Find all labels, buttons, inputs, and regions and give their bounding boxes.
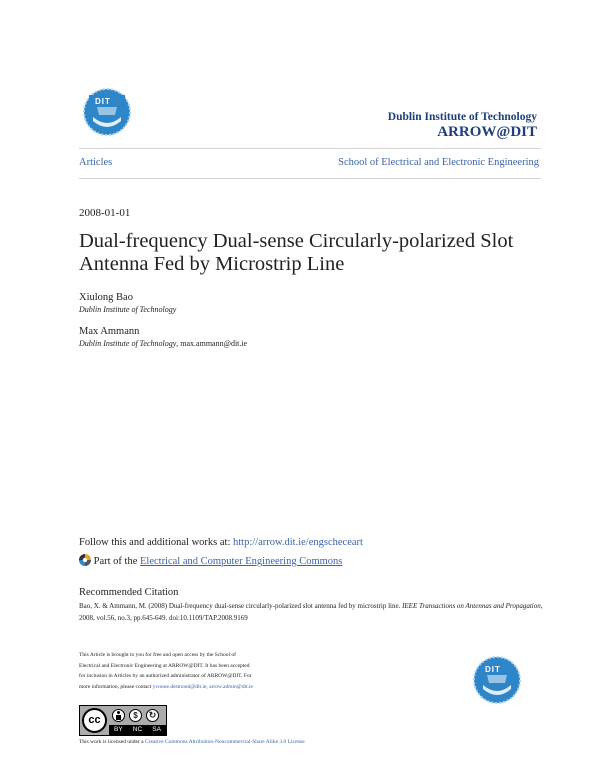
- citation-journal: IEEE Transactions on Antennas and Propagation: [402, 602, 541, 610]
- license-intro: [79, 650, 254, 692]
- license-statement: [79, 737, 309, 747]
- license-statement-label: This work is licensed under a: [79, 739, 144, 745]
- author-block-1: [79, 292, 176, 314]
- by-icon: [112, 709, 125, 722]
- author-email[interactable]: , max.ammann@dit.ie: [176, 339, 248, 348]
- author-name: Xiulong Bao: [79, 292, 133, 303]
- author-affiliation: [79, 339, 247, 348]
- author-affiliation: [79, 305, 176, 314]
- follow-label: Follow this and additional works at:: [79, 537, 231, 548]
- contact-emails-link[interactable]: yvonne.desmond@dit.ie, arrow.admin@dit.ie: [152, 683, 253, 690]
- dit-logo-bottom: [469, 653, 526, 705]
- badge-labels: [109, 725, 166, 735]
- author-block-2: [79, 326, 247, 348]
- paper-title: Dual-frequency Dual-sense Circularly-polarized Slot Antenna Fed by Microstrip Line: [79, 230, 514, 275]
- badge-nc-label: NC: [132, 726, 143, 733]
- license-link[interactable]: Creative Commons Attribution-Noncommercial-Share Alike 3.0 License: [144, 739, 305, 745]
- citation-heading: Recommended Citation: [79, 587, 179, 598]
- cc-logo-icon: cc: [82, 708, 107, 733]
- dit-logo: [79, 85, 136, 137]
- license-intro-text: This Article is brought to you for free and open access by the School of Electrical and Electronic Engineering at ARROW@DIT. It has been accepted for inclusion in Articles by an authorized administrator of ARROW@DIT. For more information, please contact: [79, 652, 252, 690]
- nc-icon: $: [129, 709, 142, 722]
- citation-text: [79, 601, 549, 624]
- divider-nav: [79, 178, 541, 179]
- badge-by-label: BY: [114, 726, 123, 733]
- dit-logo-graphic: [469, 653, 526, 705]
- school-link[interactable]: School of Electrical and Electronic Engineering: [338, 157, 539, 168]
- follow-url-link[interactable]: http://arrow.dit.ie/engscheceart: [233, 537, 363, 548]
- dit-logo-graphic: [79, 85, 136, 137]
- affiliation-text: Dublin Institute of Technology: [79, 305, 177, 314]
- commons-link[interactable]: Electrical and Computer Engineering Commons: [140, 556, 343, 567]
- repository-link[interactable]: ARROW@DIT: [437, 124, 537, 140]
- dit-logo-text: DIT: [95, 97, 111, 106]
- dit-logo-text: DIT: [485, 665, 501, 674]
- affiliation-text: Dublin Institute of Technology: [79, 339, 177, 348]
- institution-name: Dublin Institute of Technology: [387, 111, 537, 123]
- citation-main: Bao, X. & Ammann, M. (2008) Dual-frequency dual-sense circularly-polarized slot antenna fed by microstrip line.: [79, 602, 401, 610]
- cc-license-badge[interactable]: [79, 705, 167, 736]
- follow-line: [79, 537, 363, 548]
- publication-date: 2008-01-01: [79, 207, 131, 219]
- badge-sa-label: SA: [152, 726, 161, 733]
- author-name: Max Ammann: [79, 326, 140, 337]
- articles-link[interactable]: Articles: [79, 157, 113, 168]
- divider-top: [79, 148, 541, 149]
- commons-icon: [79, 554, 91, 566]
- part-of-line: [79, 554, 342, 567]
- sa-icon: ↻: [146, 709, 159, 722]
- part-of-label: Part of the: [93, 556, 138, 567]
- citation-tail: , 2008, vol.56, no.3, pp.645-649. doi:10.1109/TAP.2008.9169: [79, 602, 543, 622]
